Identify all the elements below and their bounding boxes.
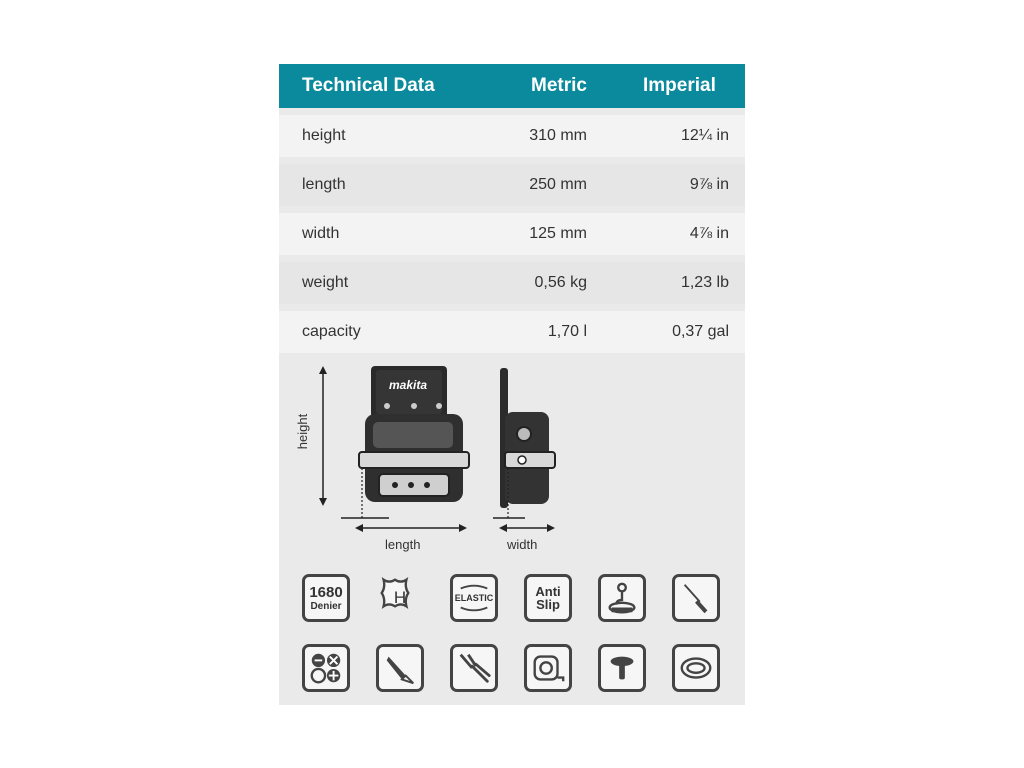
elastic-text: ELASTIC [454,593,494,603]
denier-unit: Denier [310,600,342,612]
row-metric: 310 mm [529,127,587,144]
width-label: width [507,537,538,552]
table-row [279,262,745,304]
row-label: capacity [302,323,361,340]
table-row [279,213,745,255]
row-metric: 0,56 kg [534,274,587,291]
row-label: weight [302,274,349,291]
leather-hide-icon [376,574,424,622]
header-imperial: Imperial [643,75,716,96]
row-metric: 250 mm [529,176,587,193]
header-metric: Metric [531,75,587,96]
header-technical-data: Technical Data [302,75,435,96]
anti-text: Anti [535,584,561,599]
row-metric: 1,70 l [547,323,587,340]
denier-fabric-icon [302,574,350,622]
anti-slip-icon [524,574,572,622]
belt-loop-icon [672,644,720,692]
row-imperial: 4⅞ in [689,225,729,242]
rotating-hook-icon [598,574,646,622]
length-label: length [385,537,421,552]
row-label: length [302,176,346,193]
tape-measure-icon [524,644,572,692]
row-metric: 125 mm [529,225,587,242]
row-imperial: 0,37 gal [672,323,729,340]
table-row [279,164,745,206]
row-imperial: 9⅞ in [689,176,729,193]
tool-pouch-drawing [279,356,745,561]
rivet-icon [598,644,646,692]
elastic-icon [450,574,498,622]
product-diagram [279,356,745,561]
table-row [279,115,745,157]
table-row [279,311,745,353]
row-label: height [302,127,346,144]
utility-knife-icon [376,644,424,692]
brand-logo: makita [389,378,428,392]
row-imperial: 1,23 lb [680,274,729,291]
leather-letter: H [393,588,407,607]
pliers-icon [450,644,498,692]
row-imperial: 12¼ in [680,127,729,144]
denier-value: 1680 [309,583,343,601]
height-label: height [295,413,311,450]
table-header [279,64,745,108]
screwdriver-icon [672,574,720,622]
slip-text: Slip [536,597,560,612]
row-label: width [302,225,340,242]
technical-data-sheet [279,64,745,705]
bit-types-icon [302,644,350,692]
